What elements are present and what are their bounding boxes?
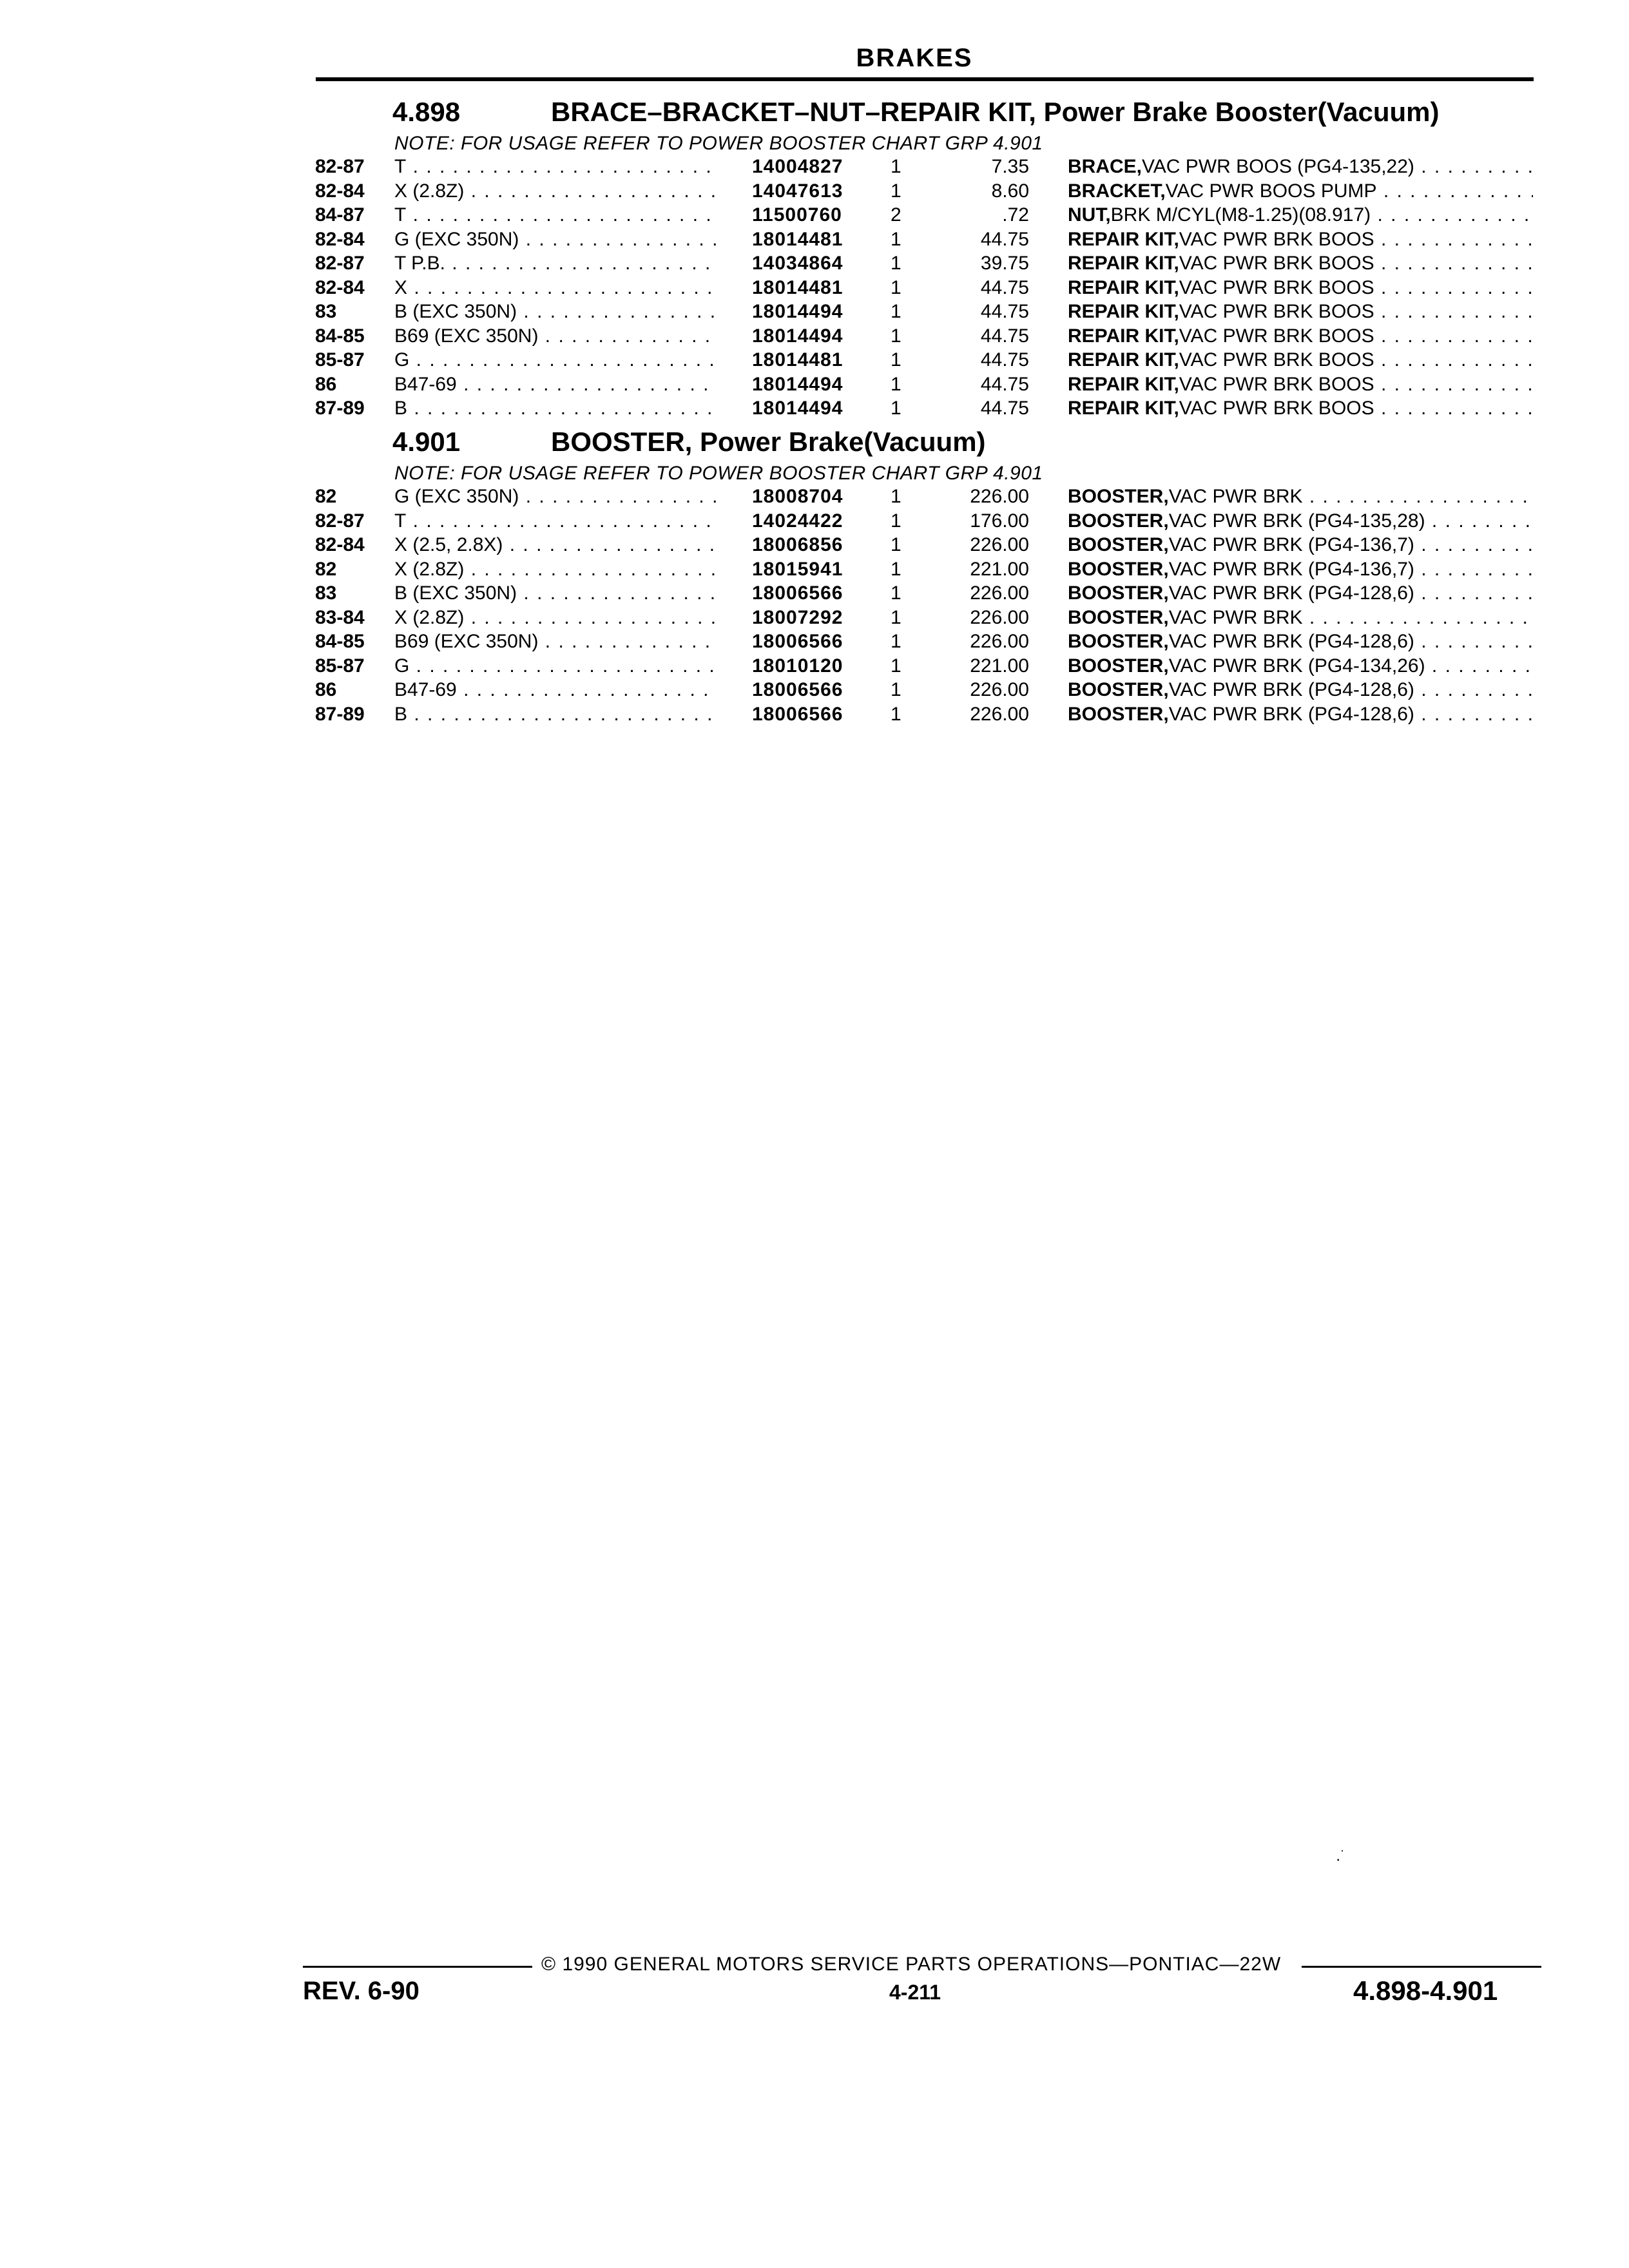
model-years: 86 <box>315 373 337 395</box>
section-heading <box>314 427 1535 463</box>
price: 7.35 <box>991 156 1029 177</box>
usage-description: B . . . <box>394 396 717 421</box>
model-years: 83-84 <box>315 606 365 628</box>
price: 44.75 <box>980 349 1029 370</box>
model-years: 82 <box>315 486 337 507</box>
part-name-bold: BOOSTER, <box>1068 703 1169 725</box>
part-name-detail: VAC PWR BRK BOOS . . . <box>1179 348 1533 372</box>
quantity: 1 <box>891 253 901 274</box>
footer-rule-left <box>303 1966 532 1968</box>
price: 44.75 <box>980 373 1029 395</box>
quantity: 1 <box>891 398 901 419</box>
price: 226.00 <box>970 582 1029 604</box>
model-years: 84-85 <box>315 325 365 347</box>
part-name-bold: BRACKET, <box>1068 180 1166 202</box>
model-years: 87-89 <box>315 703 365 725</box>
table-row <box>314 581 1535 606</box>
price: 226.00 <box>970 703 1029 725</box>
part-name <box>1068 581 1533 606</box>
part-name-bold: NUT, <box>1068 204 1111 226</box>
part-name <box>1068 509 1533 533</box>
footer-group-range: 4.898-4.901 <box>1353 1975 1498 2006</box>
model-years: 82-84 <box>315 534 365 555</box>
part-number: 18006566 <box>752 703 843 725</box>
model-years: 86 <box>315 679 337 700</box>
model-years: 84-87 <box>315 204 365 226</box>
part-name-detail: VAC PWR BOOS PUMP . . . <box>1166 179 1533 204</box>
part-number: 18006566 <box>752 631 843 652</box>
section-title: BOOSTER, Power Brake(Vacuum) <box>551 427 986 457</box>
model-years: 84-85 <box>315 631 365 652</box>
part-name-bold: REPAIR KIT, <box>1068 253 1179 274</box>
part-name <box>1068 251 1533 276</box>
part-name-bold: BOOSTER, <box>1068 655 1169 677</box>
table-row <box>314 678 1535 702</box>
part-name-detail: VAC PWR BRK (PG4-128,6) . . . <box>1169 702 1533 727</box>
group-number: 4.898 <box>392 97 461 127</box>
model-years: 85-87 <box>315 655 365 677</box>
usage-description: T P.B. . . . <box>394 251 717 276</box>
quantity: 1 <box>891 703 901 725</box>
part-name <box>1068 155 1533 179</box>
table-row <box>314 155 1535 179</box>
price: 39.75 <box>980 253 1029 274</box>
usage-description: T . . . <box>394 203 717 227</box>
part-name <box>1068 485 1533 509</box>
usage-description: T . . . <box>394 509 717 533</box>
part-number: 14034864 <box>752 253 843 274</box>
price: 221.00 <box>970 558 1029 580</box>
model-years: 82-87 <box>315 510 365 532</box>
part-name <box>1068 557 1533 582</box>
table-row <box>314 324 1535 349</box>
part-number: 18010120 <box>752 655 843 677</box>
table-row <box>314 203 1535 227</box>
part-name-detail: VAC PWR BRK (PG4-128,6) . . . <box>1169 581 1533 606</box>
part-name-detail: VAC PWR BRK BOOS . . . <box>1179 372 1533 397</box>
part-name <box>1068 348 1533 372</box>
model-years: 83 <box>315 582 337 604</box>
quantity: 1 <box>891 180 901 202</box>
part-name-bold: BOOSTER, <box>1068 558 1169 580</box>
table-row <box>314 372 1535 397</box>
part-name <box>1068 300 1533 324</box>
quantity: 1 <box>891 373 901 395</box>
part-number: 18007292 <box>752 606 843 628</box>
quantity: 1 <box>891 325 901 347</box>
part-number: 18015941 <box>752 558 843 580</box>
usage-description: G . . . <box>394 348 717 372</box>
part-number: 14024422 <box>752 510 843 532</box>
model-years: 82-84 <box>315 180 365 202</box>
quantity: 1 <box>891 510 901 532</box>
price: 226.00 <box>970 606 1029 628</box>
part-name-detail: VAC PWR BRK . . . <box>1169 485 1533 509</box>
table-row <box>314 509 1535 533</box>
part-name-bold: REPAIR KIT, <box>1068 349 1179 370</box>
part-name-bold: REPAIR KIT, <box>1068 398 1179 419</box>
table-row <box>314 276 1535 300</box>
price: .72 <box>1002 204 1029 226</box>
part-name <box>1068 372 1533 397</box>
part-name <box>1068 324 1533 349</box>
price: 44.75 <box>980 301 1029 322</box>
parts-list <box>314 155 1535 421</box>
usage-description: B (EXC 350N) . . . <box>394 300 717 324</box>
part-name-detail: VAC PWR BRK BOOS . . . <box>1179 396 1533 421</box>
model-years: 83 <box>315 301 337 322</box>
table-row <box>314 654 1535 678</box>
part-name <box>1068 702 1533 727</box>
part-name-detail: VAC PWR BRK BOOS . . . <box>1179 276 1533 300</box>
part-name-bold: REPAIR KIT, <box>1068 276 1179 298</box>
price: 226.00 <box>970 486 1029 507</box>
part-name-detail: VAC PWR BRK (PG4-136,7) . . . <box>1169 533 1533 557</box>
part-name <box>1068 678 1533 702</box>
usage-description: G (EXC 350N) . . . <box>394 227 717 252</box>
price: 44.75 <box>980 228 1029 250</box>
footer-copyright: © 1990 GENERAL MOTORS SERVICE PARTS OPERATIONS—PONTIAC—22W <box>541 1954 1282 1975</box>
table-row <box>314 179 1535 204</box>
table-row <box>314 702 1535 727</box>
part-name-detail: VAC PWR BRK BOOS . . . <box>1179 300 1533 324</box>
parts-list <box>314 485 1535 726</box>
part-name-detail: VAC PWR BRK BOOS . . . <box>1179 251 1533 276</box>
part-name-detail: VAC PWR BRK BOOS . . . <box>1179 324 1533 349</box>
part-name-detail: VAC PWR BRK (PG4-128,6) . . . <box>1169 678 1533 702</box>
part-name <box>1068 179 1533 204</box>
part-name <box>1068 654 1533 678</box>
part-name-bold: REPAIR KIT, <box>1068 325 1179 347</box>
quantity: 1 <box>891 582 901 604</box>
part-name <box>1068 203 1533 227</box>
model-years: 82-84 <box>315 228 365 250</box>
usage-description: X (2.8Z) . . . <box>394 557 717 582</box>
part-name <box>1068 606 1533 630</box>
part-number: 18014494 <box>752 373 843 395</box>
price: 221.00 <box>970 655 1029 677</box>
section-4-898 <box>314 97 1535 421</box>
part-name <box>1068 276 1533 300</box>
part-number: 18014494 <box>752 325 843 347</box>
usage-description: B . . . <box>394 702 717 727</box>
price: 44.75 <box>980 276 1029 298</box>
part-name-bold: BOOSTER, <box>1068 534 1169 555</box>
price: 226.00 <box>970 534 1029 555</box>
usage-note: NOTE: FOR USAGE REFER TO POWER BOOSTER CHART GRP 4.901 <box>394 463 1043 484</box>
quantity: 1 <box>891 534 901 555</box>
part-name-bold: BRACE, <box>1068 156 1142 177</box>
model-years: 85-87 <box>315 349 365 370</box>
quantity: 1 <box>891 558 901 580</box>
part-name-bold: BOOSTER, <box>1068 606 1169 628</box>
part-number: 14004827 <box>752 156 843 177</box>
scan-speck: ․˙ <box>1336 1848 1345 1864</box>
usage-description: B47-69 . . . <box>394 372 717 397</box>
quantity: 1 <box>891 631 901 652</box>
quantity: 1 <box>891 655 901 677</box>
section-title: BRACE–BRACKET–NUT–REPAIR KIT, Power Brake Booster(Vacuum) <box>551 97 1440 127</box>
part-number: 14047613 <box>752 180 843 202</box>
part-name-bold: BOOSTER, <box>1068 631 1169 652</box>
part-name <box>1068 629 1533 654</box>
part-number: 18014494 <box>752 301 843 322</box>
model-years: 82-87 <box>315 253 365 274</box>
part-name-detail: VAC PWR BRK (PG4-134,26) . . . <box>1169 654 1533 678</box>
model-years: 82 <box>315 558 337 580</box>
price: 44.75 <box>980 325 1029 347</box>
part-name-detail: VAC PWR BOOS (PG4-135,22) . . . <box>1142 155 1533 179</box>
part-name-bold: REPAIR KIT, <box>1068 228 1179 250</box>
footer-rule-right <box>1302 1966 1541 1968</box>
footer-page-number: 4-211 <box>889 1981 941 2004</box>
usage-note: NOTE: FOR USAGE REFER TO POWER BOOSTER CHART GRP 4.901 <box>394 133 1043 154</box>
usage-description: X (2.8Z) . . . <box>394 179 717 204</box>
part-name-detail: VAC PWR BRK (PG4-135,28) . . . <box>1169 509 1533 533</box>
part-number: 18006566 <box>752 679 843 700</box>
usage-description: X . . . <box>394 276 717 300</box>
section-4-901 <box>314 427 1535 726</box>
part-name <box>1068 533 1533 557</box>
price: 176.00 <box>970 510 1029 532</box>
table-row <box>314 348 1535 372</box>
quantity: 1 <box>891 679 901 700</box>
quantity: 1 <box>891 156 901 177</box>
price: 8.60 <box>991 180 1029 202</box>
part-name <box>1068 396 1533 421</box>
quantity: 1 <box>891 349 901 370</box>
part-number: 18006566 <box>752 582 843 604</box>
section-heading <box>314 97 1535 133</box>
table-row <box>314 396 1535 421</box>
usage-description: G (EXC 350N) . . . <box>394 485 717 509</box>
usage-description: B69 (EXC 350N) . . . <box>394 629 717 654</box>
usage-description: X (2.8Z) . . . <box>394 606 717 630</box>
part-name-bold: REPAIR KIT, <box>1068 301 1179 322</box>
group-number: 4.901 <box>392 427 461 457</box>
table-row <box>314 533 1535 557</box>
page-title: BRAKES <box>856 44 973 72</box>
part-number: 18008704 <box>752 486 843 507</box>
part-name-detail: BRK M/CYL(M8-1.25)(08.917) . . . <box>1111 203 1533 227</box>
quantity: 2 <box>891 204 901 226</box>
header-rule <box>316 77 1534 81</box>
part-number: 11500760 <box>752 204 842 226</box>
price: 226.00 <box>970 679 1029 700</box>
model-years: 82-84 <box>315 276 365 298</box>
part-name-bold: REPAIR KIT, <box>1068 373 1179 395</box>
part-name-bold: BOOSTER, <box>1068 510 1169 532</box>
part-name-bold: BOOSTER, <box>1068 486 1169 507</box>
part-name-detail: VAC PWR BRK . . . <box>1169 606 1533 630</box>
table-row <box>314 227 1535 252</box>
part-name <box>1068 227 1533 252</box>
footer-revision: REV. 6-90 <box>303 1977 419 2005</box>
table-row <box>314 251 1535 276</box>
part-number: 18006856 <box>752 534 843 555</box>
table-row <box>314 300 1535 324</box>
part-name-detail: VAC PWR BRK (PG4-136,7) . . . <box>1169 557 1533 582</box>
usage-description: G . . . <box>394 654 717 678</box>
part-name-bold: BOOSTER, <box>1068 582 1169 604</box>
usage-description: B (EXC 350N) . . . <box>394 581 717 606</box>
part-name-detail: VAC PWR BRK BOOS . . . <box>1179 227 1533 252</box>
model-years: 82-87 <box>315 156 365 177</box>
table-row <box>314 485 1535 509</box>
usage-description: B47-69 . . . <box>394 678 717 702</box>
usage-description: B69 (EXC 350N) . . . <box>394 324 717 349</box>
table-row <box>314 606 1535 630</box>
table-row <box>314 557 1535 582</box>
model-years: 87-89 <box>315 398 365 419</box>
usage-description: X (2.5, 2.8X) . . . <box>394 533 717 557</box>
part-name-detail: VAC PWR BRK (PG4-128,6) . . . <box>1169 629 1533 654</box>
part-number: 18014494 <box>752 398 843 419</box>
table-row <box>314 629 1535 654</box>
part-number: 18014481 <box>752 228 843 250</box>
quantity: 1 <box>891 276 901 298</box>
quantity: 1 <box>891 486 901 507</box>
quantity: 1 <box>891 228 901 250</box>
quantity: 1 <box>891 301 901 322</box>
part-number: 18014481 <box>752 276 843 298</box>
price: 44.75 <box>980 398 1029 419</box>
part-name-bold: BOOSTER, <box>1068 679 1169 700</box>
price: 226.00 <box>970 631 1029 652</box>
usage-description: T . . . <box>394 155 717 179</box>
part-number: 18014481 <box>752 349 843 370</box>
quantity: 1 <box>891 606 901 628</box>
